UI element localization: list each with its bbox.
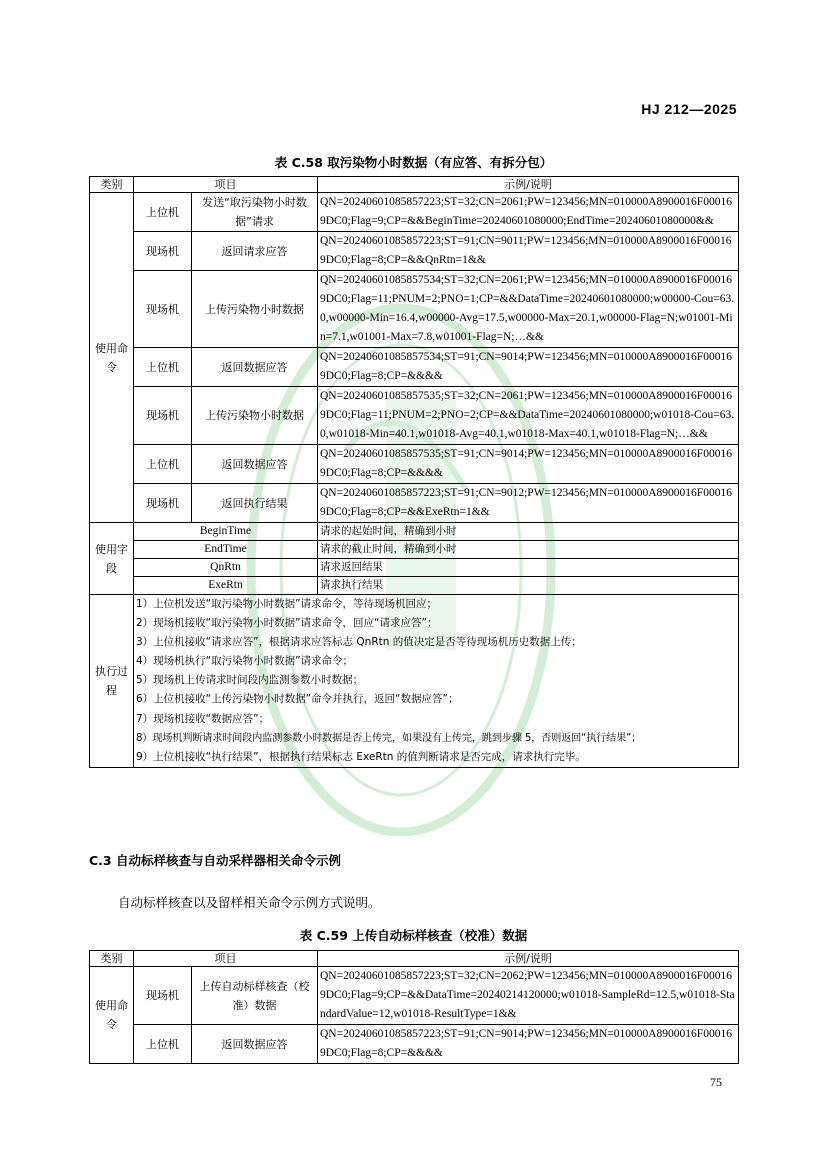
table-row — [90, 967, 739, 1025]
field-name: EndTime — [134, 541, 318, 559]
role-cell: 现场机 — [134, 271, 192, 348]
role-cell: 上位机 — [134, 348, 192, 387]
table-row — [90, 193, 739, 232]
role-cell: 现场机 — [134, 967, 192, 1025]
table-row — [90, 523, 739, 541]
table-row — [90, 595, 739, 768]
process-step: 8）现场机判断请求时间段内监测参数小时数据是否上传完，如果没有上传完，跳到步骤 5，否则返回“执行结果”； — [136, 732, 642, 744]
role-cell: 现场机 — [134, 232, 192, 271]
table-row — [90, 232, 739, 271]
field-name: BeginTime — [134, 523, 318, 541]
standard-number: HJ 212—2025 — [641, 101, 737, 117]
field-desc: 请求执行结果 — [318, 577, 739, 595]
action-cell: 返回数据应答 — [192, 348, 318, 387]
category-fields: 使用字段 — [90, 523, 134, 595]
action-cell: 返回数据应答 — [192, 1025, 318, 1064]
category-commands: 使用命令 — [90, 967, 134, 1064]
process-step: 1）上位机发送“取污染物小时数据”请求命令，等待现场机回应； — [136, 598, 438, 610]
example-cell: QN=20240601085857535;ST=91;CN=9014;PW=123456;MN=010000A8900016F000169DC0;Flag=8;CP=&&&& — [318, 445, 739, 484]
action-cell: 上传污染物小时数据 — [192, 271, 318, 348]
action-cell: 上传自动标样核查（校准）数据 — [192, 967, 318, 1025]
table-row — [90, 541, 739, 559]
table-row — [90, 387, 739, 445]
example-cell: QN=20240601085857223;ST=91;CN=9011;PW=123456;MN=010000A8900016F000169DC0;Flag=8;CP=&&QnRtn=1&& — [318, 232, 739, 271]
table-c59-caption: 表 C.59 上传自动标样核查（校准）数据 — [299, 928, 528, 943]
table-row — [90, 577, 739, 595]
example-cell: QN=20240601085857534;ST=91;CN=9014;PW=123456;MN=010000A8900016F000169DC0;Flag=8;CP=&&&& — [318, 348, 739, 387]
process-step: 5）现场机上传请求时间段内监测参数小时数据； — [136, 674, 364, 687]
role-cell: 上位机 — [134, 1025, 192, 1064]
example-cell: QN=20240601085857535;ST=32;CN=2061;PW=123456;MN=010000A8900016F000169DC0;Flag=11;PNUM=2;PNO=2;CP=&&DataTime=20240601080000;w01018-Cou=63.0,w01018-Min=40.1,w01018-Avg=40.1,w01018-Max=40.1,w01018-Flag=N;…&& — [318, 387, 739, 445]
example-cell: QN=20240601085857223;ST=91;CN=9014;PW=123456;MN=010000A8900016F000169DC0;Flag=8;CP=&&&& — [318, 1025, 739, 1064]
role-cell: 上位机 — [134, 445, 192, 484]
process-step: 9）上位机接收“执行结果”，根据执行结果标志 ExeRtn 的值判断请求是否完成，请求执行完毕。 — [136, 750, 586, 763]
process-step: 2）现场机接收“取污染物小时数据”请求命令，回应“请求应答”； — [136, 617, 438, 630]
role-cell: 上位机 — [134, 193, 192, 232]
header-example: 示例/说明 — [318, 951, 739, 967]
table-header-row — [90, 177, 739, 193]
example-cell: QN=20240601085857223;ST=32;CN=2062;PW=123456;MN=010000A8900016F000169DC0;Flag=9;CP=&&DataTime=20240214120000;w01018-SampleRd=12.5,w01018-StandardValue=12,w01018-ResultType=1&& — [318, 967, 739, 1025]
table-c58-caption: 表 C.58 取污染物小时数据（有应答、有拆分包） — [274, 155, 553, 170]
table-row — [90, 445, 739, 484]
role-cell: 现场机 — [134, 484, 192, 523]
table-row — [90, 559, 739, 577]
section-heading: C.3 自动标样核查与自动采样器相关命令示例 — [89, 853, 341, 868]
page-number: 75 — [710, 1075, 722, 1089]
category-process: 执行过程 — [90, 595, 134, 768]
category-commands: 使用命令 — [90, 193, 134, 523]
table-c59 — [89, 950, 739, 1064]
action-cell: 返回请求应答 — [192, 232, 318, 271]
field-desc: 请求返回结果 — [318, 559, 739, 577]
table-row — [90, 271, 739, 348]
action-cell: 上传污染物小时数据 — [192, 387, 318, 445]
header-category: 类别 — [90, 177, 134, 193]
table-header-row — [90, 951, 739, 967]
example-cell: QN=20240601085857534;ST=32;CN=2061;PW=123456;MN=010000A8900016F000169DC0;Flag=11;PNUM=2;PNO=1;CP=&&DataTime=20240601080000;w00000-Cou=63.0,w00000-Min=16.4,w00000-Avg=17.5,w00000-Max=20.1,w00000-Flag=N;w01001-Min=7.1,w01001-Max=7.8,w01001-Flag=N;…&& — [318, 271, 739, 348]
process-steps — [134, 595, 739, 768]
field-desc: 请求的截止时间，精确到小时 — [318, 541, 739, 559]
table-row — [90, 348, 739, 387]
example-cell: QN=20240601085857223;ST=32;CN=2061;PW=123456;MN=010000A8900016F000169DC0;Flag=9;CP=&&BeginTime=20240601080000;EndTime=20240601080000&& — [318, 193, 739, 232]
process-step: 4）现场机执行“取污染物小时数据”请求命令； — [136, 655, 354, 668]
action-cell: 返回执行结果 — [192, 484, 318, 523]
action-cell: 发送“取污染物小时数据”请求 — [192, 193, 318, 232]
field-name: QnRtn — [134, 559, 318, 577]
header-category: 类别 — [90, 951, 134, 967]
section-paragraph: 自动标样核查以及留样相关命令示例方式说明。 — [118, 895, 381, 910]
header-item: 项目 — [134, 951, 318, 967]
header-example: 示例/说明 — [318, 177, 739, 193]
field-name: ExeRtn — [134, 577, 318, 595]
process-step: 6）上位机接收“上传污染物小时数据”命令并执行，返回“数据应答”； — [136, 693, 459, 706]
table-c58 — [89, 176, 739, 768]
example-cell: QN=20240601085857223;ST=91;CN=9012;PW=123456;MN=010000A8900016F000169DC0;Flag=8;CP=&&ExeRtn=1&& — [318, 484, 739, 523]
action-cell: 返回数据应答 — [192, 445, 318, 484]
process-step: 7）现场机接收“数据应答”； — [136, 712, 270, 725]
table-row — [90, 1025, 739, 1064]
process-step: 3）上位机接收“请求应答”，根据请求应答标志 QnRtn 的值决定是否等待现场机历史数据上传； — [136, 636, 582, 649]
header-item: 项目 — [134, 177, 318, 193]
field-desc: 请求的起始时间，精确到小时 — [318, 523, 739, 541]
role-cell: 现场机 — [134, 387, 192, 445]
table-row — [90, 484, 739, 523]
